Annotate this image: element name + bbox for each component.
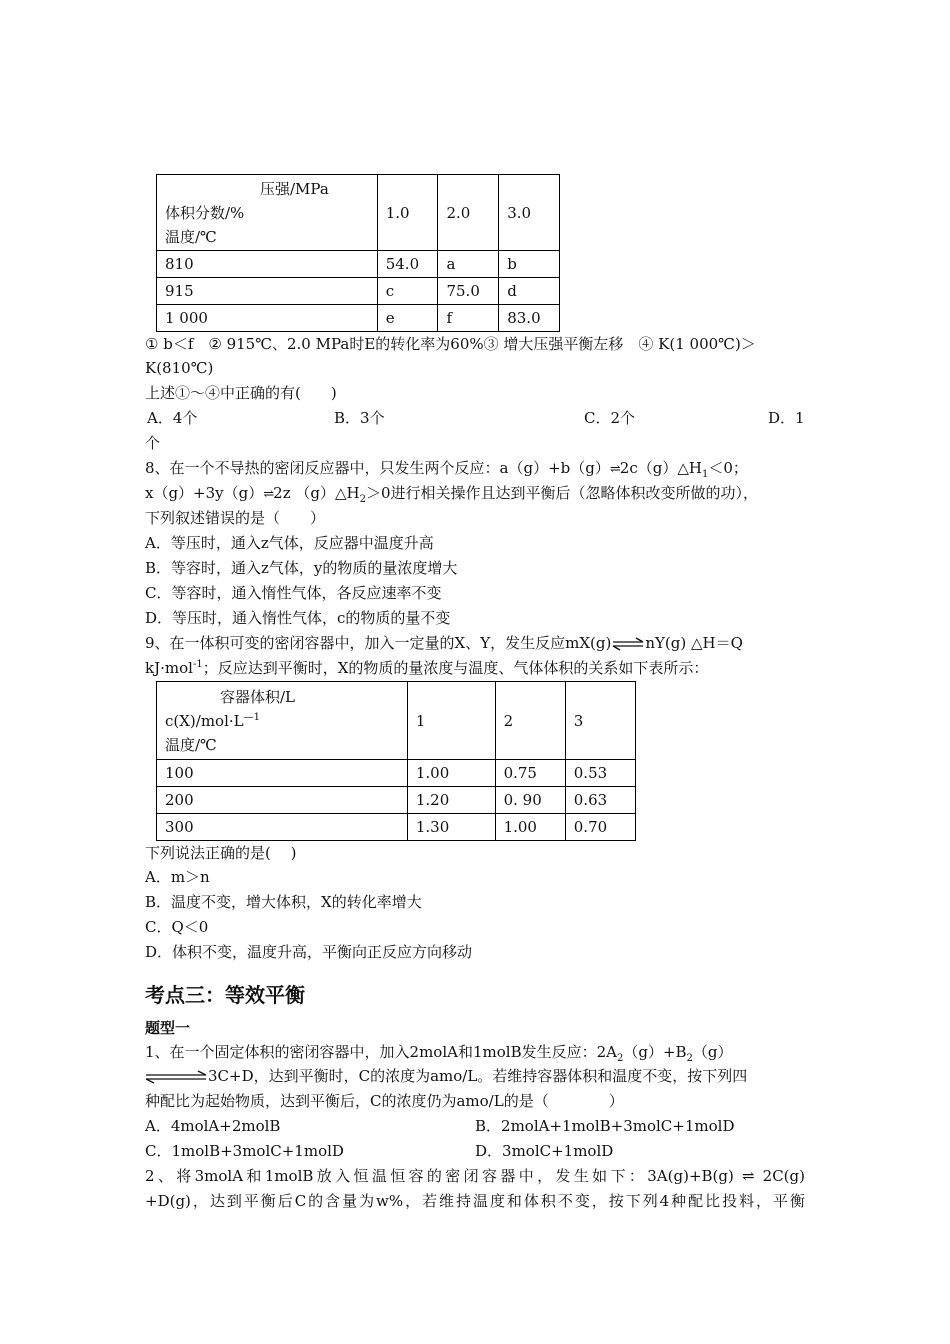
- q7-option-a: A．4个: [147, 409, 198, 427]
- table-row: [157, 305, 560, 332]
- table-cell: 1.00: [495, 814, 565, 841]
- table-cell: 75.0: [438, 278, 499, 305]
- table-col-header: 3: [565, 682, 635, 760]
- long-equilibrium-arrow-icon: [145, 1070, 207, 1084]
- q9-text: kJ·mol: [145, 659, 193, 677]
- table-col-header: 3.0: [499, 175, 560, 251]
- q7-option-d-cont: 个: [145, 434, 161, 452]
- q8-text: ＜0；: [708, 459, 748, 477]
- header-concentration-text: c(X)/mol·L: [165, 711, 244, 730]
- q8-line-2: [145, 483, 758, 505]
- table-cell: a: [438, 251, 499, 278]
- q9-line-1: [145, 633, 743, 653]
- header-superscript: —1: [243, 711, 260, 723]
- header-volume: 容器体积/L: [220, 687, 296, 706]
- table-row: [157, 251, 560, 278]
- table-cell: 54.0: [377, 251, 438, 278]
- table-cell: 0. 90: [495, 787, 565, 814]
- q8-text: ＞0进行相关操作且达到平衡后（忽略体积改变所做的功），: [365, 484, 759, 502]
- table-cell: 915: [157, 278, 378, 305]
- q7-option-b: B．3个: [334, 409, 385, 427]
- q8-option-c: C．等容时，通入惰性气体，各反应速率不变: [145, 584, 442, 602]
- table-header-cell: [157, 175, 378, 251]
- q9-line-2: [145, 658, 708, 678]
- s3q1-subscript: 2: [686, 1053, 693, 1064]
- s3q1-option-d: D．3molC+1molD: [475, 1142, 614, 1160]
- q9-option-c: C．Q＜0: [145, 918, 209, 936]
- q8-option-a: A．等压时，通入z气体，反应器中温度升高: [145, 534, 434, 552]
- table-cell: 0.70: [565, 814, 635, 841]
- q8-text: x（g）+3y（g）: [145, 484, 264, 502]
- q7-question: 上述①～④中正确的有( ): [145, 384, 337, 402]
- s3q1-line-2: [145, 1066, 747, 1086]
- q9-text: ；反应达到平衡时，X的物质的量浓度与温度、气体体积的关系如下表所示：: [202, 659, 709, 677]
- q8-question: 下列叙述错误的是（ ）: [145, 509, 326, 527]
- table-row: [157, 760, 636, 787]
- table-cell: 1.30: [407, 814, 495, 841]
- table-col-header: 2: [495, 682, 565, 760]
- s3q1-option-c: C．1molB+3molC+1molD: [145, 1142, 344, 1160]
- table-cell: 0.53: [565, 760, 635, 787]
- pressure-table: [156, 174, 560, 332]
- q8-subscript: 1: [701, 469, 709, 480]
- q9-question: 下列说法正确的是( ): [145, 844, 297, 862]
- equilibrium-arrow-icon: ⇌: [609, 462, 620, 477]
- s3q2-line-2: +D(g)，达到平衡后C的含量为w%，若维持温度和体积不变，按下列4种配比投料，平衡: [145, 1192, 805, 1210]
- s3q1-option-a: A．4molA+2molB: [145, 1117, 281, 1135]
- q8-text: 2c（g）△H: [619, 459, 702, 477]
- s3q1-text: 1、在一个固定体积的密闭容器中，加入2molA和1molB发生反应：2A: [145, 1043, 617, 1061]
- equilibrium-arrow-icon: ⇌: [263, 487, 274, 502]
- q8-option-b: B．等容时，通入z气体，y的物质的量浓度增大: [145, 559, 458, 577]
- table-cell: 0.75: [495, 760, 565, 787]
- header-volume-fraction: 体积分数/%: [165, 203, 245, 222]
- q9-option-b: B．温度不变，增大体积，X的转化率增大: [145, 893, 422, 911]
- table-cell: 1 000: [157, 305, 378, 332]
- q7-statements-cont: K(810℃): [145, 359, 214, 377]
- s3q1-text: （g）+B: [623, 1043, 687, 1061]
- table-cell: 300: [157, 814, 408, 841]
- s3q1-option-b: B．2molA+1molB+3molC+1molD: [475, 1117, 735, 1135]
- header-temperature: 温度/℃: [165, 735, 217, 754]
- table-cell: e: [377, 305, 438, 332]
- header-concentration: [165, 709, 399, 733]
- table-cell: f: [438, 305, 499, 332]
- table-col-header: 1: [407, 682, 495, 760]
- q8-text: 8、在一个不导热的密闭反应器中，只发生两个反应：a（g）+b（g）: [145, 459, 610, 477]
- q8-subscript: 2: [359, 494, 366, 505]
- q8-line-1: [145, 458, 748, 480]
- q7-option-d: D．1: [768, 409, 805, 427]
- table-row: [157, 787, 636, 814]
- table-cell: 100: [157, 760, 408, 787]
- table-col-header: 1.0: [377, 175, 438, 251]
- table-cell: 200: [157, 787, 408, 814]
- q8-text: 2z （g）△H: [273, 484, 360, 502]
- header-temperature: 温度/℃: [165, 227, 217, 246]
- q9-text: 9、在一体积可变的密闭容器中，加入一定量的X、Y，发生反应mX(g): [145, 634, 612, 652]
- table-cell: 83.0: [499, 305, 560, 332]
- table-row: [157, 814, 636, 841]
- table-cell: 810: [157, 251, 378, 278]
- table-cell: 1.20: [407, 787, 495, 814]
- long-equilibrium-arrow-icon: [612, 637, 644, 651]
- s3q1-text: 3C+D，达到平衡时，C的浓度为amo/L。若维持容器体积和温度不变，按下列四: [208, 1067, 748, 1085]
- s3q1-subscript: 2: [616, 1053, 624, 1064]
- subsection-heading: 题型一: [145, 1019, 191, 1037]
- table-col-header: 2.0: [438, 175, 499, 251]
- section-heading: 考点三：等效平衡: [145, 983, 305, 1007]
- table-cell: b: [499, 251, 560, 278]
- table-row: [157, 278, 560, 305]
- q7-statements: ① b＜f ② 915℃、2.0 MPa时E的转化率为60%③ 增大压强平衡左移 ④ K(1 000℃)＞: [145, 335, 756, 353]
- s3q1-text: （g）: [692, 1043, 733, 1061]
- q9-text: nY(g) △H＝Q: [645, 634, 743, 652]
- table-cell: c: [377, 278, 438, 305]
- q9-option-a: A．m＞n: [145, 868, 210, 886]
- q7-option-c: C．2个: [584, 409, 636, 427]
- q9-option-d: D．体积不变，温度升高，平衡向正反应方向移动: [145, 943, 473, 961]
- table-cell: d: [499, 278, 560, 305]
- table-header-cell: [157, 682, 408, 760]
- concentration-table: [156, 681, 636, 841]
- header-pressure: 压强/MPa: [260, 179, 329, 198]
- s3q1-line-1: [145, 1042, 733, 1062]
- q9-superscript: -1: [192, 659, 203, 670]
- table-cell: 0.63: [565, 787, 635, 814]
- q8-option-d: D．等压时，通入惰性气体，c的物质的量不变: [145, 609, 451, 627]
- table-cell: 1.00: [407, 760, 495, 787]
- s3q1-question: 种配比为起始物质，达到平衡后，C的浓度仍为amo/L的是（ ）: [145, 1092, 624, 1110]
- s3q2-line-1: 2、将3molA和1molB放入恒温恒容的密闭容器中，发生如下：3A(g)+B(g) ⇌ 2C(g): [145, 1167, 805, 1185]
